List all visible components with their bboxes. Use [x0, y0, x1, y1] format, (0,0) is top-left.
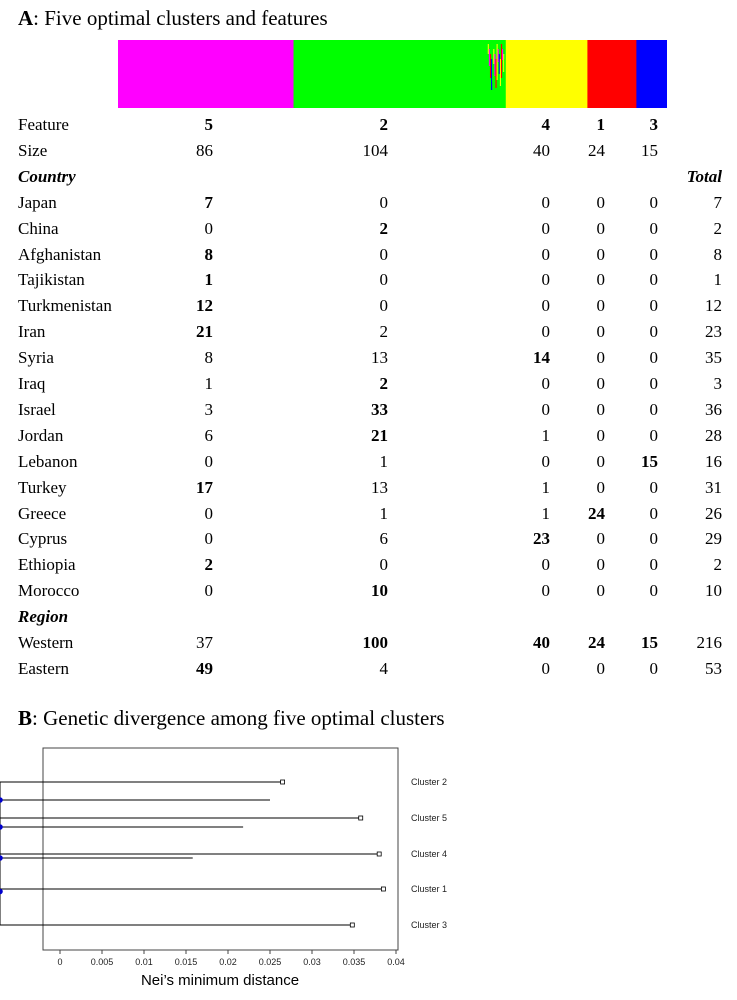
cell-value: 0	[204, 529, 213, 549]
country-name: Afghanistan	[18, 244, 102, 264]
panel-b-letter: B	[18, 706, 33, 730]
size-value: 104	[362, 140, 388, 160]
table-row	[0, 293, 737, 319]
cell-value: 10	[371, 581, 388, 601]
region-header: Region	[18, 607, 69, 627]
cell-value: 0	[596, 529, 605, 549]
cell-value: 0	[204, 503, 213, 523]
node-point	[0, 797, 3, 803]
x-tick-label: 0.01	[135, 957, 153, 967]
cell-value: 12	[196, 296, 213, 316]
country-name: Morocco	[18, 581, 80, 601]
cell-value: 6	[379, 529, 388, 549]
cell-value: 0	[596, 581, 605, 601]
cell-value: 0	[379, 270, 388, 290]
cell-value: 13	[371, 348, 388, 368]
cell-value: 0	[596, 322, 605, 342]
cell-value: 2	[379, 374, 388, 393]
row-total: 29	[705, 529, 722, 549]
leaf-marker	[359, 816, 363, 820]
cell-value: 0	[541, 244, 550, 264]
leaf-marker	[377, 852, 381, 856]
table-row	[0, 267, 737, 293]
cell-value: 7	[204, 192, 213, 212]
cell-value: 0	[541, 322, 550, 342]
feature-label: Feature	[18, 115, 69, 134]
dendrogram-chart	[0, 740, 737, 1000]
cell-value: 0	[379, 244, 388, 264]
cell-value: 15	[641, 633, 658, 652]
cell-value: 1	[379, 503, 388, 523]
cell-value: 0	[649, 529, 658, 549]
country-name: Ethiopia	[18, 555, 76, 575]
cell-value: 13	[371, 477, 388, 497]
table-row	[0, 242, 737, 268]
row-total: 28	[705, 425, 722, 445]
country-name: Turkey	[18, 477, 67, 497]
row-total: 53	[705, 658, 722, 678]
leaf-label: Cluster 2	[411, 777, 448, 787]
country-name: Iraq	[18, 374, 46, 393]
x-tick-label: 0	[57, 957, 63, 967]
cell-value: 0	[649, 581, 658, 601]
cell-value: 0	[649, 399, 658, 419]
row-total: 23	[705, 322, 722, 342]
table-row	[0, 319, 737, 345]
row-total: 31	[705, 477, 722, 497]
panel-b-title	[18, 706, 445, 730]
panel-a-title-text: : Five optimal clusters and features	[33, 6, 328, 30]
leaf-marker	[281, 780, 285, 784]
table-row	[0, 216, 737, 242]
cell-value: 0	[596, 477, 605, 497]
cell-value: 0	[596, 270, 605, 290]
plot-frame	[43, 748, 398, 950]
country-name: Israel	[18, 399, 56, 419]
cell-value: 1	[204, 270, 213, 290]
row-total: 12	[705, 296, 722, 316]
cell-value: 0	[649, 555, 658, 575]
panel-a-title	[18, 6, 328, 30]
cell-value: 0	[649, 270, 658, 290]
row-total: 35	[705, 348, 722, 368]
cell-value: 15	[641, 451, 658, 471]
cell-value: 0	[541, 399, 550, 419]
feature-value: 5	[204, 115, 213, 134]
country-name: Japan	[18, 192, 57, 212]
cell-value: 3	[204, 399, 213, 419]
feature-value: 3	[649, 115, 658, 134]
size-value: 24	[588, 140, 605, 160]
cell-value: 0	[649, 348, 658, 368]
region-name: Eastern	[18, 658, 69, 678]
cell-value: 0	[541, 451, 550, 471]
cell-value: 0	[596, 244, 605, 264]
cell-value: 0	[541, 270, 550, 290]
table-row	[0, 630, 737, 656]
row-total: 10	[705, 581, 722, 601]
x-tick-label: 0.04	[387, 957, 405, 967]
node-point	[0, 855, 3, 861]
cell-value: 0	[541, 581, 550, 601]
cell-value: 0	[649, 192, 658, 212]
row-total: 26	[705, 503, 722, 523]
feature-value: 1	[596, 115, 605, 134]
cell-value: 1	[541, 477, 550, 497]
table-row	[0, 552, 737, 578]
cell-value: 0	[596, 425, 605, 445]
cell-value: 0	[541, 218, 550, 238]
size-value: 15	[641, 140, 658, 160]
cell-value: 0	[649, 244, 658, 264]
cell-value: 2	[379, 322, 388, 342]
cell-value: 24	[588, 633, 605, 652]
cell-value: 0	[541, 192, 550, 212]
cell-value: 37	[196, 633, 213, 652]
cell-value: 24	[588, 503, 605, 523]
size-row	[0, 138, 737, 164]
cell-value: 1	[541, 503, 550, 523]
x-tick-label: 0.025	[258, 957, 282, 967]
total-header: Total	[686, 166, 722, 186]
x-tick-label: 0.035	[342, 957, 366, 967]
cell-value: 0	[596, 374, 605, 393]
cell-value: 0	[541, 374, 550, 393]
feature-value: 4	[541, 115, 550, 134]
x-tick-label: 0.015	[174, 957, 198, 967]
row-total: 216	[696, 633, 722, 652]
row-total: 16	[705, 451, 722, 471]
leaf-marker	[381, 887, 385, 891]
cell-value: 0	[204, 451, 213, 471]
leaf-marker	[350, 923, 354, 927]
cell-value: 14	[533, 348, 550, 368]
leaf-label: Cluster 1	[411, 884, 448, 894]
cell-value: 33	[371, 399, 388, 419]
cell-value: 21	[371, 425, 388, 445]
bar-segment-2	[294, 40, 507, 108]
feature-value: 2	[379, 115, 388, 134]
cell-value: 0	[649, 503, 658, 523]
cell-value: 0	[649, 425, 658, 445]
table-row	[0, 526, 737, 552]
row-total: 1	[713, 270, 722, 290]
cell-value: 0	[649, 658, 658, 678]
cell-value: 0	[596, 348, 605, 368]
table-row	[0, 423, 737, 449]
cell-value: 8	[204, 348, 213, 368]
country-name: Cyprus	[18, 529, 68, 549]
cell-value: 2	[204, 555, 213, 575]
country-name: Jordan	[18, 425, 64, 445]
country-name: Iran	[18, 322, 46, 342]
cell-value: 0	[541, 658, 550, 678]
cell-value: 0	[649, 477, 658, 497]
x-axis-label: Nei’s minimum distance	[140, 972, 300, 989]
row-total: 7	[713, 192, 722, 212]
cell-value: 0	[596, 218, 605, 238]
cell-value: 8	[204, 244, 213, 264]
cell-value: 21	[196, 322, 213, 342]
leaf-label: Cluster 3	[411, 920, 448, 930]
cell-value: 0	[541, 296, 550, 316]
cell-value: 0	[204, 218, 213, 238]
country-name: Greece	[18, 503, 67, 523]
bar-segment-3	[506, 40, 588, 108]
cell-value: 23	[533, 529, 550, 549]
cell-value: 0	[649, 322, 658, 342]
panel-b-title-text: : Genetic divergence among five optimal clusters	[32, 706, 445, 730]
country-header: Country	[18, 166, 76, 186]
cell-value: 2	[379, 218, 388, 238]
bar-segment-5	[636, 40, 667, 108]
country-name: China	[18, 218, 59, 238]
cluster-structure-bar	[118, 40, 667, 108]
table-row	[0, 501, 737, 527]
cell-value: 4	[379, 658, 388, 678]
country-name: Turkmenistan	[18, 296, 112, 316]
cell-value: 1	[541, 425, 550, 445]
cell-value: 40	[533, 633, 550, 652]
table-row	[0, 345, 737, 371]
cell-value: 0	[596, 399, 605, 419]
cell-value: 0	[379, 296, 388, 316]
x-tick-label: 0.02	[219, 957, 237, 967]
cell-value: 6	[204, 425, 213, 445]
x-tick-label: 0.005	[90, 957, 114, 967]
dendrogram-branches	[0, 782, 383, 925]
size-label: Size	[18, 140, 48, 160]
cell-value: 0	[649, 296, 658, 316]
country-name: Tajikistan	[18, 270, 85, 290]
bar-segment-1	[118, 40, 294, 108]
country-name: Syria	[18, 348, 54, 368]
cell-value: 0	[596, 451, 605, 471]
table-row	[0, 578, 737, 604]
region-header-row	[0, 604, 737, 630]
leaf-label: Cluster 4	[411, 849, 448, 859]
table-row	[0, 475, 737, 501]
cell-value: 1	[379, 451, 388, 471]
table-row	[0, 371, 737, 397]
row-total: 2	[713, 218, 722, 238]
cell-value: 0	[596, 192, 605, 212]
cell-value: 0	[596, 296, 605, 316]
leaf-label: Cluster 5	[411, 813, 448, 823]
row-total: 36	[705, 399, 722, 419]
table-row	[0, 449, 737, 475]
table-row	[0, 190, 737, 216]
panel-a-letter: A	[18, 6, 34, 30]
feature-row	[0, 112, 737, 138]
size-value: 86	[196, 140, 213, 160]
country-name: Lebanon	[18, 451, 78, 471]
table-row	[0, 656, 737, 682]
cell-value: 1	[204, 374, 213, 393]
cell-value: 0	[596, 658, 605, 678]
node-point	[0, 824, 3, 830]
cell-value: 0	[596, 555, 605, 575]
cell-value: 0	[204, 581, 213, 601]
cell-value: 17	[196, 477, 213, 497]
cell-value: 0	[379, 192, 388, 212]
node-point	[0, 889, 3, 895]
region-name: Western	[18, 633, 74, 652]
cell-value: 0	[379, 555, 388, 575]
bar-segment-4	[587, 40, 636, 108]
x-tick-label: 0.03	[303, 957, 321, 967]
size-value: 40	[533, 140, 550, 160]
cell-value: 0	[541, 555, 550, 575]
table-row	[0, 397, 737, 423]
cell-value: 0	[649, 374, 658, 393]
row-total: 3	[713, 374, 722, 393]
country-header-row	[0, 164, 737, 190]
row-total: 8	[713, 244, 722, 264]
cell-value: 100	[362, 633, 388, 652]
row-total: 2	[713, 555, 722, 575]
cell-value: 49	[196, 658, 213, 678]
cell-value: 0	[649, 218, 658, 238]
